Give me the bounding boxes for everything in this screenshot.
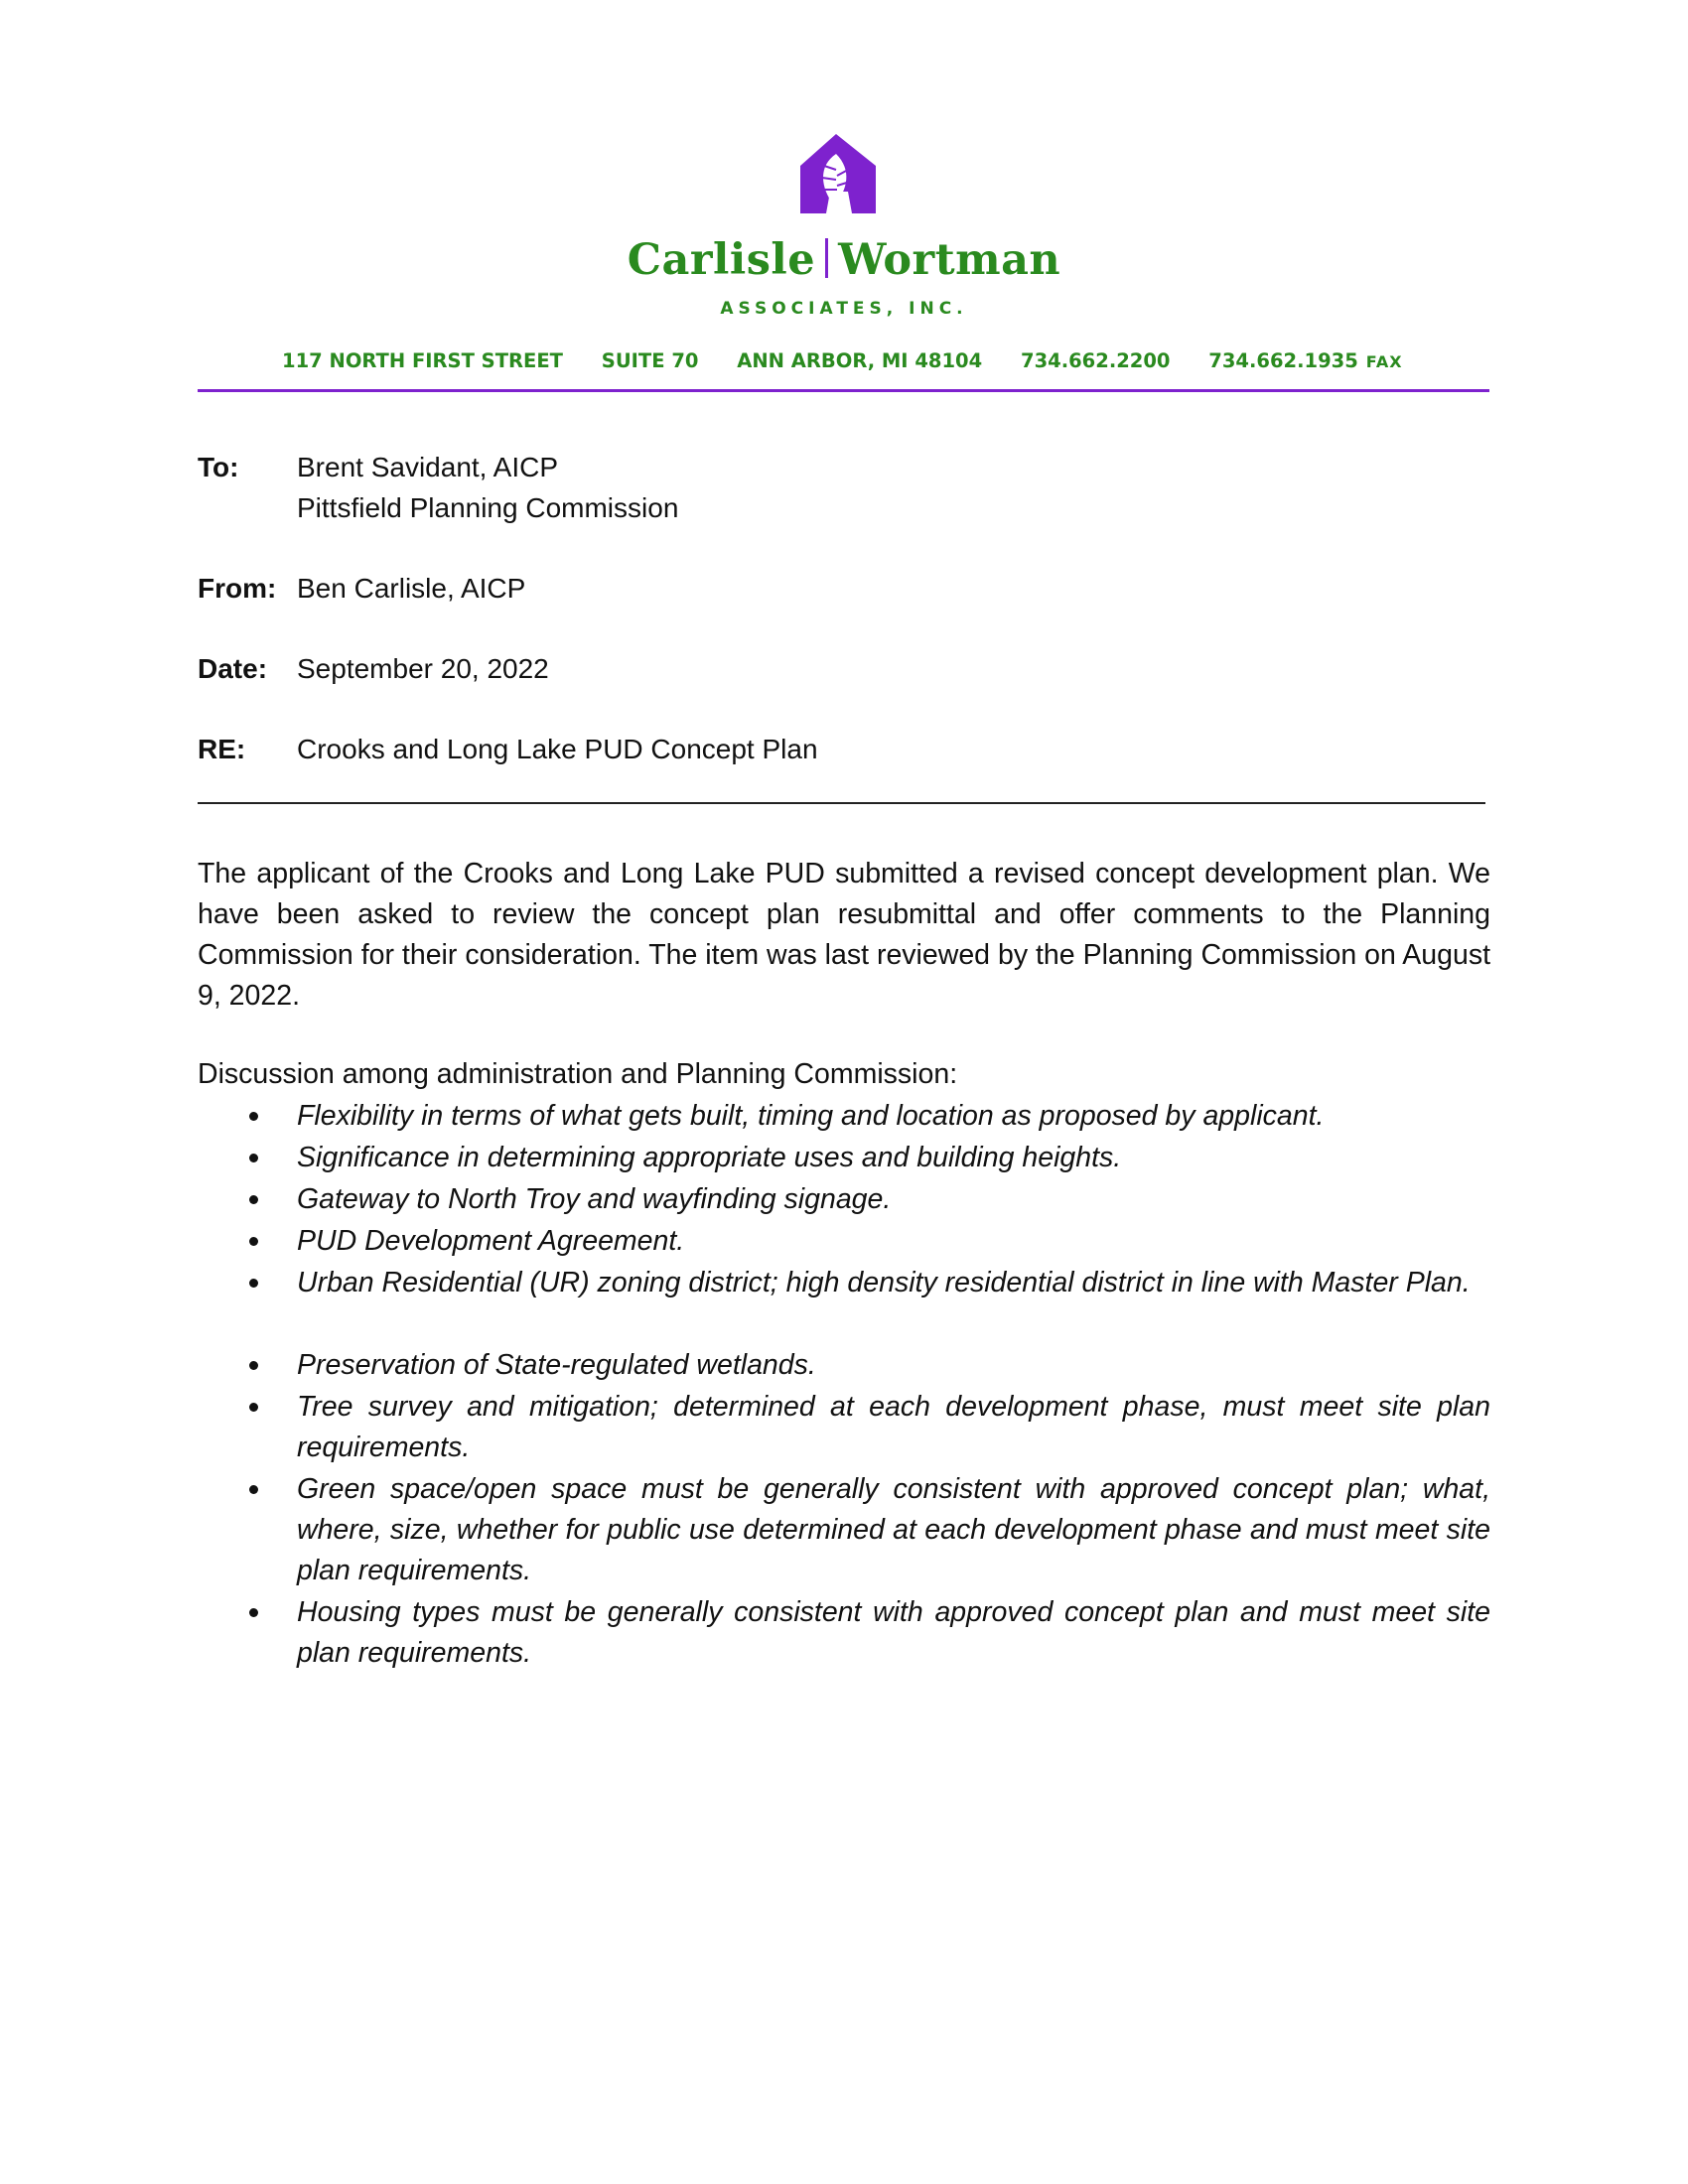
- bullet-icon: [249, 1154, 258, 1162]
- address-suite: SUITE 70: [601, 349, 699, 372]
- re-value: Crooks and Long Lake PUD Concept Plan: [297, 734, 818, 764]
- letterhead-address: [282, 351, 1403, 371]
- fax-number: 734.662.1935: [1208, 349, 1358, 372]
- phone-number: 734.662.2200: [1021, 349, 1171, 372]
- bullet-icon: [249, 1237, 258, 1246]
- address-city: ANN ARBOR, MI 48104: [737, 349, 983, 372]
- bullet-icon: [249, 1361, 258, 1370]
- fax-label: FAX: [1365, 352, 1403, 371]
- date-value: September 20, 2022: [297, 653, 549, 684]
- bullet-icon: [249, 1403, 258, 1412]
- letterhead-rule: [198, 389, 1489, 392]
- brand-right: Wortman: [838, 235, 1061, 285]
- discussion-intro: Discussion among administration and Planning Commission:: [198, 1058, 958, 1090]
- re-label: RE:: [198, 734, 246, 764]
- from-label: From:: [198, 573, 277, 604]
- bullet-icon: [249, 1608, 258, 1617]
- bullet-icon: [249, 1112, 258, 1121]
- date-label: Date:: [198, 653, 268, 684]
- bullet-icon: [249, 1195, 258, 1204]
- company-name: [0, 235, 1688, 285]
- body-paragraph: The applicant of the Crooks and Long Lake PUD submitted a revised concept development plan. We have been asked to review the concept plan resubmittal and offer comments to the Planning Commission for their consideration. The item was last reviewed by the Planning Commission on August 9, 2022.: [198, 858, 1490, 1012]
- brand-separator: [825, 238, 828, 278]
- to-name: Brent Savidant, AICP: [297, 452, 559, 482]
- memo-page: Carlisle Wortman ASSOCIATES, INC. 117 NORTH FIRST STREET SUITE 70 ANN ARBOR, MI 48104 734.662.2200 734.662.1935 FAX To: Brent Savidant, AICP Pittsfield Planning Commission From: Ben Carlisle, AICP Date: September 20, 2022 RE: Crooks and Long Lake PUD Concept Plan The applicant of the Crooks and Long Lake PUD submitted a revised concept development plan. We have been asked to review the concept plan resubmittal and offer comments to the Planning Commission for their consideration. The item was last reviewed by the Planning Commission on August 9, 2022. Discussion among administration and Planning Commission: Flexibility in terms of what gets built, timing and location as proposed by applicant. Significance in determining appropriate uses and building heights. Gateway to North Troy and wayfinding signage. PUD Development Agreement. Urban Residential (UR) zoning district; high density residential district in line with Master Plan. Preservation of State-regulated wetlands. Tree survey and mitigation; determined at each development phase, must meet site plan requirements. Green space/open space must be generally consistent with approved concept plan; what, where, size, whether for public use determined at each development phase and must meet site plan requirements. Housing types must be generally consistent with approved concept plan and must meet site plan requirements.: [0, 0, 1688, 2184]
- house-leaf-icon: [796, 132, 882, 223]
- bullet-icon: [249, 1279, 258, 1288]
- to-label: To:: [198, 452, 239, 482]
- header-divider: [198, 802, 1485, 804]
- bullet-icon: [249, 1485, 258, 1494]
- from-value: Ben Carlisle, AICP: [297, 573, 526, 604]
- address-street: 117 NORTH FIRST STREET: [282, 349, 563, 372]
- brand-left: Carlisle: [627, 235, 816, 285]
- company-subtitle: ASSOCIATES, INC.: [720, 299, 968, 319]
- to-org: Pittsfield Planning Commission: [297, 492, 679, 523]
